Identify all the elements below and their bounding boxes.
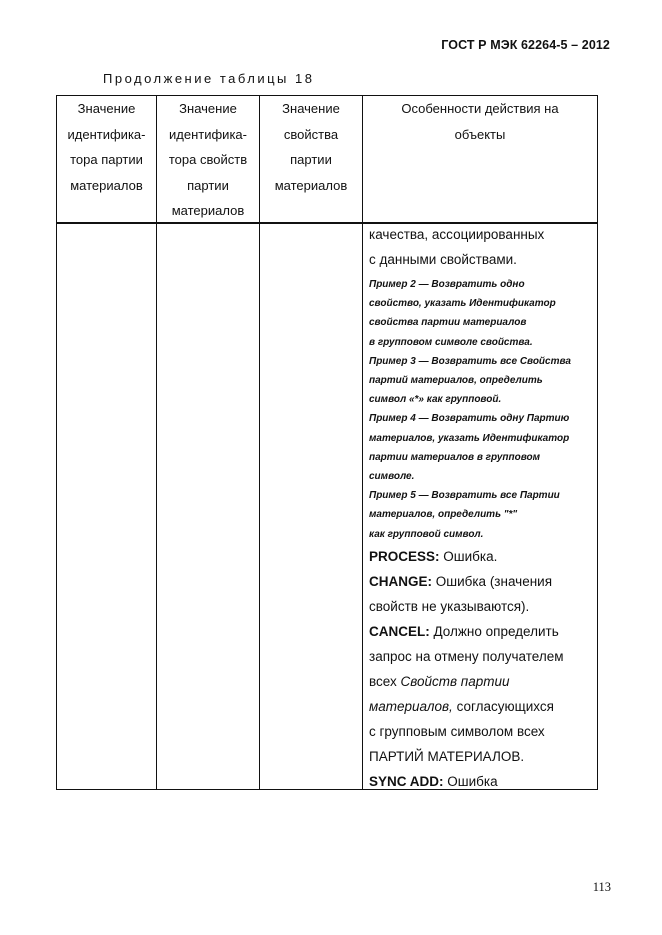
action-description-cell: [369, 222, 597, 794]
cancel-keyword: CANCEL:: [369, 623, 430, 639]
header-line: идентифика-: [169, 126, 247, 142]
example-line: Пример 3 — Возвратить все Свойства: [369, 355, 571, 367]
document-header: ГОСТ Р МЭК 62264-5 – 2012: [441, 38, 610, 52]
cancel-text-continued: [369, 669, 597, 694]
header-line: объекты: [454, 126, 506, 142]
table-caption: Продолжение таблицы 18: [103, 71, 315, 86]
header-line: тора свойств: [168, 152, 248, 167]
sync-add-text: Ошибка: [443, 773, 498, 789]
cancel-text-continued: ПАРТИЙ МАТЕРИАЛОВ.: [369, 748, 525, 764]
header-cell-lot-property-id: [157, 96, 259, 224]
cancel-text-plain: всех: [369, 673, 401, 689]
example-line: свойства партии материалов: [369, 317, 527, 329]
cancel-line: [369, 619, 597, 644]
header-line: Значение: [77, 101, 136, 116]
header-cell-action-features: [363, 96, 597, 147]
header-cell-material-lot-id: [57, 96, 156, 198]
header-line: материалов: [171, 203, 245, 218]
description-line: с данными свойствами.: [369, 252, 517, 267]
header-line: материалов: [70, 177, 143, 193]
example-line: символе.: [369, 471, 415, 483]
example-line: партии материалов в групповом: [369, 451, 541, 463]
sync-add-keyword: SYNC ADD:: [369, 773, 444, 789]
page-number: 113: [592, 880, 611, 894]
header-line: Значение: [282, 101, 340, 116]
header-line: материалов: [274, 177, 348, 193]
example-line: символ «*» как групповой.: [369, 394, 502, 406]
example-line: Пример 4 — Возвратить одну Партию: [369, 413, 570, 425]
header-line: Особенности действия на: [401, 101, 559, 116]
sync-add-line: [369, 769, 597, 794]
header-line: свойства: [283, 126, 339, 142]
process-keyword: PROCESS:: [369, 548, 440, 564]
description-line: качества, ассоциированных: [369, 227, 545, 242]
header-cell-lot-property-value: [260, 96, 362, 198]
header-line: идентифика-: [67, 126, 146, 142]
column-divider: [259, 96, 260, 789]
example-line: материалов, определить "*": [369, 509, 518, 521]
example-line: как групповой символ.: [369, 528, 484, 540]
example-line: Пример 2 — Возвратить одно: [369, 279, 525, 290]
cancel-text-plain: согласующихся: [452, 698, 554, 714]
example-line: в групповом символе свойства.: [369, 336, 533, 348]
change-line: [369, 569, 597, 594]
change-text-continued: свойств не указываются).: [369, 598, 530, 614]
process-line: [369, 544, 597, 569]
header-line: партии: [187, 177, 229, 193]
cancel-text-continued: запрос на отмену получателем: [369, 648, 564, 664]
change-text: Ошибка (значения: [432, 573, 553, 589]
cancel-text: Должно определить: [429, 623, 559, 639]
process-text: Ошибка.: [439, 548, 498, 564]
cancel-text-continued: [369, 694, 597, 719]
cancel-text-continued: с групповым символом всех: [369, 723, 545, 739]
example-line: свойство, указать Идентификатор: [369, 298, 556, 310]
change-keyword: CHANGE:: [369, 573, 432, 589]
column-divider: [362, 96, 363, 789]
example-line: материалов, указать Идентификатор: [369, 432, 570, 444]
example-line: Пример 5 — Возвратить все Партии: [369, 490, 560, 502]
header-line: партии: [290, 152, 332, 167]
header-line: тора партии: [70, 152, 143, 167]
table: [56, 95, 598, 790]
example-line: партий материалов, определить: [369, 375, 543, 387]
cancel-text-italic: материалов,: [369, 698, 453, 714]
header-line: Значение: [179, 101, 237, 116]
cancel-text-italic: Свойств партии: [400, 673, 510, 689]
